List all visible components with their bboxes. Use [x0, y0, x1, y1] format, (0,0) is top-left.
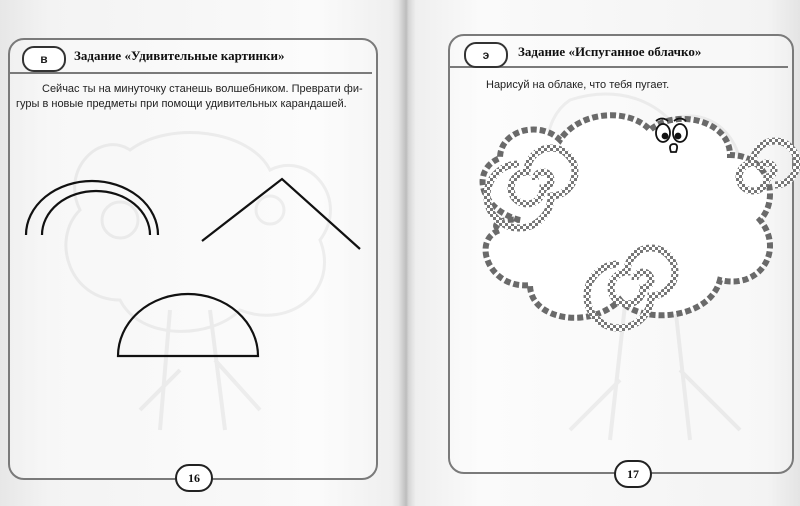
angle-figure — [198, 175, 368, 255]
left-page-number: 16 — [175, 464, 213, 492]
left-task-badge: в — [22, 46, 66, 72]
left-task-title: Задание «Удивительные картинки» — [74, 48, 285, 63]
book-spine — [399, 0, 415, 506]
left-instruction-line-1: Сейчас ты на минуточку станешь волшебником. Преврати фи- — [42, 83, 363, 95]
semicircle-figure — [112, 290, 262, 360]
right-task-badge: э — [464, 42, 508, 68]
left-instruction-line-2: гуры в новые предметы при помощи удивительных карандашей. — [16, 98, 347, 110]
cloud-outline — [483, 115, 770, 318]
left-header-underline — [10, 72, 372, 74]
right-task-title: Задание «Испуганное облачко» — [518, 44, 702, 59]
double-arc-figure — [20, 170, 170, 245]
right-page-number: 17 — [614, 460, 652, 488]
right-instruction: Нарисуй на облаке, что тебя пугает. — [486, 79, 670, 91]
scared-cloud-drawing — [460, 100, 790, 345]
